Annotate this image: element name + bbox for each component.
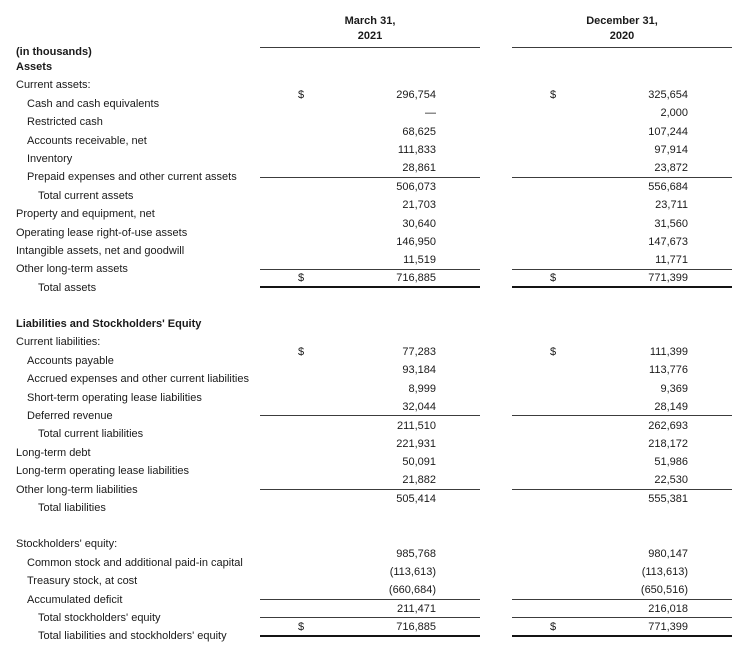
value-cell-2020	[512, 104, 732, 122]
column-gap	[480, 224, 512, 242]
row-label: Total stockholders' equity	[38, 611, 161, 624]
value-cell-2021	[260, 270, 480, 288]
column-gap	[480, 132, 512, 150]
value-text: (660,684)	[388, 584, 436, 597]
column-gap	[480, 168, 512, 186]
value-text: 21,882	[402, 474, 436, 487]
value-text: 107,244	[648, 125, 688, 138]
value-cell-2021	[260, 233, 480, 251]
value-text: 147,673	[648, 236, 688, 249]
table-body	[16, 58, 732, 646]
value-cell-2021	[260, 380, 480, 398]
value-cell-2020	[512, 453, 732, 471]
row-label: Treasury stock, at cost	[27, 575, 138, 588]
value-text: 716,885	[396, 620, 436, 633]
value-cell-2021	[260, 196, 480, 214]
column-gap	[480, 591, 512, 609]
column-gap	[480, 113, 512, 131]
value-text: 211,471	[397, 602, 436, 615]
value-cell-2021	[260, 159, 480, 177]
value-text: 97,914	[654, 144, 688, 157]
column-gap	[480, 425, 512, 443]
row-label: Other long-term liabilities	[16, 483, 138, 496]
value-cell-2021	[260, 490, 480, 508]
column-header-2021-line1: March 31,	[344, 15, 396, 27]
value-cell-2020	[512, 49, 732, 67]
column-gap	[480, 535, 512, 553]
value-cell-2020	[512, 618, 732, 636]
column-gap	[480, 187, 512, 205]
value-text: 28,861	[402, 162, 436, 175]
row-label: Total current liabilities	[38, 428, 144, 441]
value-text: 221,931	[396, 438, 436, 450]
value-text: 50,091	[402, 456, 436, 469]
column-gap	[480, 333, 512, 351]
value-text: 218,172	[648, 438, 688, 450]
column-gap	[480, 554, 512, 572]
column-gap	[480, 315, 512, 333]
row-label: Accrued expenses and other current liabilities	[27, 373, 249, 386]
value-cell-2020	[512, 233, 732, 251]
value-cell-2021	[260, 582, 480, 600]
value-text: 32,044	[402, 400, 436, 413]
row-label: Current assets:	[16, 79, 91, 92]
row-label: Total liabilities and stockholders' equity	[38, 630, 227, 643]
value-cell-2020	[512, 159, 732, 177]
column-gap	[480, 279, 512, 297]
value-cell-2020	[512, 563, 732, 581]
dollar-sign: $	[298, 346, 305, 359]
value-text: 111,833	[397, 144, 436, 157]
value-cell-2020	[512, 361, 732, 379]
value-text: 505,414	[396, 493, 436, 506]
column-header-2020	[512, 10, 732, 48]
value-text: 556,684	[648, 180, 688, 193]
column-gap	[480, 150, 512, 168]
value-cell-2020	[512, 123, 732, 141]
column-gap	[480, 609, 512, 627]
value-cell-2020	[512, 178, 732, 196]
value-text: 30,640	[402, 217, 436, 230]
value-cell-2021	[260, 141, 480, 159]
row-label: Stockholders' equity:	[16, 538, 118, 551]
row-label: Property and equipment, net	[16, 208, 155, 221]
value-cell-2020	[512, 380, 732, 398]
column-header-2020-line1: December 31,	[586, 15, 658, 27]
column-header-2020-line2: 2020	[609, 30, 635, 42]
value-text: 21,703	[402, 199, 436, 212]
column-gap	[480, 242, 512, 260]
row-label: Long-term operating lease liabilities	[16, 465, 190, 478]
value-text: 77,283	[402, 346, 436, 359]
column-gap	[480, 260, 512, 278]
table-row	[16, 620, 732, 645]
value-cell-2021	[260, 545, 480, 563]
value-cell-2020	[512, 324, 732, 342]
value-text: 23,872	[654, 162, 688, 175]
row-label: Cash and cash equivalents	[27, 97, 160, 110]
column-gap	[480, 95, 512, 113]
value-cell-2021	[260, 361, 480, 379]
column-gap	[480, 370, 512, 388]
row-label: Other long-term assets	[16, 263, 128, 276]
value-text: 262,693	[648, 419, 688, 432]
row-label: Liabilities and Stockholders' Equity	[16, 318, 202, 331]
column-gap	[480, 444, 512, 462]
value-cell-2021	[260, 398, 480, 416]
value-text: 8,999	[408, 382, 436, 395]
value-text: 980,147	[648, 547, 688, 560]
row-label: Operating lease right-of-use assets	[16, 226, 188, 239]
value-cell-2020	[512, 435, 732, 453]
value-text: 28,149	[654, 400, 688, 413]
column-header-2021	[260, 10, 480, 48]
value-cell-2021	[260, 472, 480, 490]
value-cell-2020	[512, 490, 732, 508]
row-label: Current liabilities:	[16, 336, 101, 349]
value-text: (113,613)	[641, 566, 688, 579]
value-text: (113,613)	[389, 566, 436, 579]
value-cell-2020	[512, 416, 732, 434]
dollar-sign: $	[550, 271, 557, 284]
value-text: 23,711	[655, 199, 688, 212]
value-text: 51,986	[654, 456, 688, 469]
dollar-sign: $	[298, 271, 305, 284]
value-cell-2021	[260, 86, 480, 104]
value-text: 985,768	[396, 547, 436, 560]
value-text: 68,625	[402, 125, 436, 138]
value-cell-2021	[260, 306, 480, 324]
value-cell-2021	[260, 453, 480, 471]
value-cell-2020	[512, 306, 732, 324]
value-text: 771,399	[648, 271, 688, 284]
value-cell-2021	[260, 67, 480, 85]
row-label: Long-term debt	[16, 446, 91, 459]
row-label: Total current assets	[38, 189, 134, 202]
column-gap	[480, 572, 512, 590]
value-cell-2020	[512, 141, 732, 159]
units-label: (in thousands)	[16, 46, 92, 58]
value-cell-2021	[260, 104, 480, 122]
column-header-2021-line2: 2021	[357, 30, 383, 42]
value-cell-2021	[260, 526, 480, 544]
row-label: Assets	[16, 61, 53, 73]
value-text: 216,018	[648, 602, 688, 615]
column-gap	[480, 627, 512, 645]
value-cell-2020	[512, 472, 732, 490]
value-text: 211,510	[397, 419, 436, 432]
column-gap	[480, 10, 512, 48]
column-gap	[480, 76, 512, 94]
column-gap	[480, 58, 512, 76]
value-cell-2020	[512, 215, 732, 233]
row-label: Accumulated deficit	[27, 593, 123, 606]
row-label: Accounts receivable, net	[27, 134, 147, 147]
row-label: Inventory	[27, 152, 73, 165]
row-label: Accounts payable	[27, 354, 114, 367]
value-cell-2020	[512, 196, 732, 214]
value-cell-2021	[260, 215, 480, 233]
value-text: (650,516)	[640, 584, 688, 597]
table-row	[16, 493, 732, 517]
row-label: Intangible assets, net and goodwill	[16, 244, 185, 257]
value-cell-2021	[260, 435, 480, 453]
value-cell-2021	[260, 324, 480, 342]
value-cell-2020	[512, 67, 732, 85]
dollar-sign: $	[550, 620, 557, 633]
value-text: 146,950	[396, 236, 436, 249]
value-text: 716,885	[396, 271, 436, 284]
value-cell-2021	[260, 123, 480, 141]
value-text: —	[425, 107, 436, 120]
value-cell-2021	[260, 618, 480, 636]
value-text: 506,073	[396, 180, 436, 193]
row-label: Short-term operating lease liabilities	[27, 391, 202, 404]
value-cell-2020	[512, 582, 732, 600]
dollar-sign: $	[550, 346, 557, 359]
value-text: 31,560	[654, 217, 688, 230]
column-gap	[480, 389, 512, 407]
row-label: Total assets	[38, 281, 97, 294]
dollar-sign: $	[550, 88, 557, 101]
value-cell-2020	[512, 343, 732, 361]
column-gap	[480, 352, 512, 370]
column-gap	[480, 407, 512, 425]
table-row	[16, 271, 732, 297]
row-label: Total liabilities	[38, 501, 106, 514]
value-text: 555,381	[648, 493, 688, 506]
value-cell-2021	[260, 49, 480, 67]
value-text: 111,399	[649, 346, 688, 359]
row-label: Restricted cash	[27, 116, 103, 129]
value-cell-2020	[512, 600, 732, 618]
dollar-sign: $	[298, 88, 305, 101]
value-text: 11,771	[655, 253, 688, 266]
value-text: 2,000	[660, 107, 688, 120]
column-gap	[480, 205, 512, 223]
value-text: 22,530	[654, 474, 688, 487]
column-gap	[480, 481, 512, 499]
row-label: Prepaid expenses and other current assets	[27, 171, 237, 184]
column-gap	[480, 462, 512, 480]
value-text: 771,399	[648, 620, 688, 633]
value-cell-2020	[512, 251, 732, 269]
value-text: 325,654	[648, 88, 688, 101]
value-cell-2021	[260, 343, 480, 361]
value-cell-2021	[260, 251, 480, 269]
value-cell-2020	[512, 398, 732, 416]
dollar-sign: $	[298, 620, 305, 633]
value-text: 296,754	[396, 88, 436, 101]
value-text: 113,776	[649, 364, 688, 377]
value-cell-2021	[260, 416, 480, 434]
row-label: Common stock and additional paid-in capital	[27, 556, 243, 569]
row-label: Deferred revenue	[27, 410, 113, 423]
table-header	[16, 10, 732, 58]
column-gap	[480, 499, 512, 517]
value-cell-2021	[260, 178, 480, 196]
value-cell-2021	[260, 600, 480, 618]
value-text: 93,184	[402, 364, 436, 377]
value-cell-2020	[512, 545, 732, 563]
value-cell-2021	[260, 563, 480, 581]
value-text: 11,519	[403, 253, 436, 266]
value-cell-2020	[512, 526, 732, 544]
value-text: 9,369	[660, 382, 688, 395]
value-cell-2020	[512, 86, 732, 104]
value-cell-2020	[512, 270, 732, 288]
